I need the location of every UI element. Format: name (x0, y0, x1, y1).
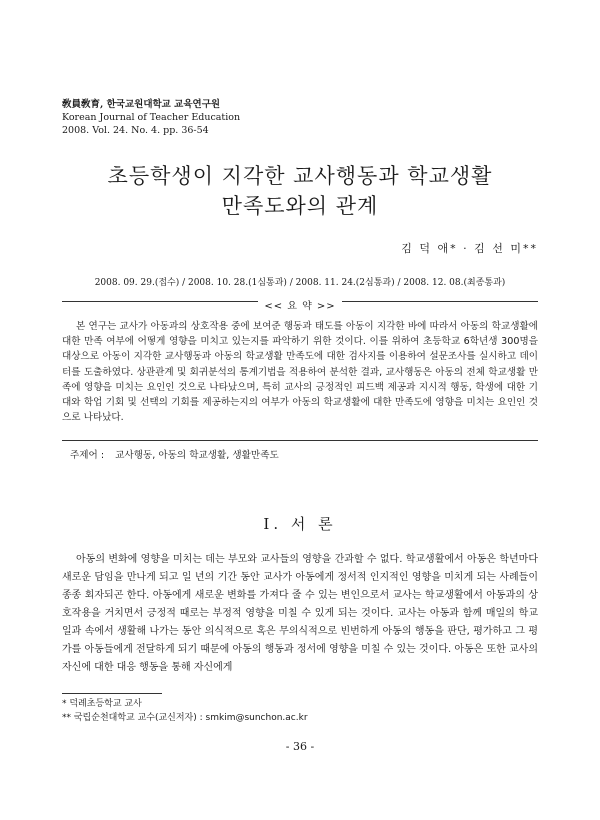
abstract-bottom-rule (62, 440, 538, 441)
paper-title-line1: 초등학생이 지각한 교사행동과 학교생활 (107, 164, 493, 188)
body-paragraph: 아동의 변화에 영향을 미치는 데는 부모와 교사들의 영향을 간과할 수 없다. 학교생활에서 아동은 학년마다 새로운 담임을 만나게 되고 일 년의 기간 동안 교사가 아동에게 정서적 인지적인 영향을 미치게 되는 사례들이 종종 회자되곤 한다. 아동에게 새로운 변화를 가져다 줄 수 있는 변인으로서 교사는 학교생활에서 아동과의 상호작용을 거치면서 긍정적 때로는 부정적 영향을 미칠 수 있게 되는 것이다. 교사는 아동과 함께 매일의 학교 일과 속에서 생활해 나가는 동안 의식적으로 혹은 무의식적으로 빈번하게 아동의 행동을 판단, 평가하고 그 평가를 아동들에게 전달하게 되기 때문에 아동의 행동과 정서에 영향을 미칠 수 있는 것이다. 아동은 또한 교사의 자신에 대한 대응 행동을 통해 자신에게 (62, 554, 538, 673)
footnote-1: * 덕례초등학교 교사 (62, 699, 142, 709)
abstract-heading: << 요 약 >> (258, 301, 341, 312)
keyword-item: 생활만족도 (232, 450, 279, 461)
footnote-rule (62, 693, 162, 694)
footnote-2: ** 국립순천대학교 교수(교신저자) : smkim@sunchon.ac.kr (62, 713, 308, 723)
keyword-item: 교사행동, (115, 450, 156, 461)
keywords-label: 주제어 : (70, 450, 105, 461)
journal-volume: 2008. Vol. 24. No. 4. pp. 36-54 (62, 125, 209, 136)
keyword-item: 아동의 학교생활, (158, 450, 230, 461)
keywords (70, 447, 279, 461)
authors: 김 덕 애* · 김 선 미** (401, 242, 538, 255)
journal-name: 敎員敎育, 한국교원대학교 교육연구원 (62, 99, 221, 110)
journal-info (62, 98, 240, 137)
journal-english-name: Korean Journal of Teacher Education (62, 112, 241, 123)
page-number: - 36 - (285, 740, 315, 753)
footnotes (62, 697, 308, 725)
abstract-heading-wrap (0, 294, 600, 313)
section-heading: I. 서 론 (263, 515, 337, 533)
paper-title-line2: 만족도와의 관계 (221, 194, 379, 218)
review-dates: 2008. 09. 29.(접수) / 2008. 10. 28.(1심통과) / 2008. 11. 24.(2심통과) / 2008. 12. 08.(최종통과) (94, 278, 506, 288)
abstract-text: 본 연구는 교사가 아동과의 상호작용 중에 보여준 행동과 태도를 아동이 지각한 바에 따라서 아동의 학교생활에 대한 만족 여부에 어떻게 영향을 미치고 있는지를 파악하기 위한 것이다. 이를 위하여 초등학교 6학년생 300명을 대상으로 아동이 지각한 교사행동과 아동의 학교생활 만족도에 대한 검사지를 이용하여 설문조사를 실시하고 데이터를 도출하였다. 상관관계 및 회귀분석의 통계기법을 적용하여 분석한 결과, 교사행동은 아동의 전체 학교생활 만족에 영향을 미치는 요인인 것으로 나타났으며, 특히 교사의 긍정적인 피드백 제공과 지시적 행동, 학생에 대한 기대와 학업 기회 및 선택의 기회를 제공하는지의 여부가 아동의 학교생활에 대한 만족도에 영향을 미치는 요인인 것으로 나타났다. (62, 321, 538, 424)
